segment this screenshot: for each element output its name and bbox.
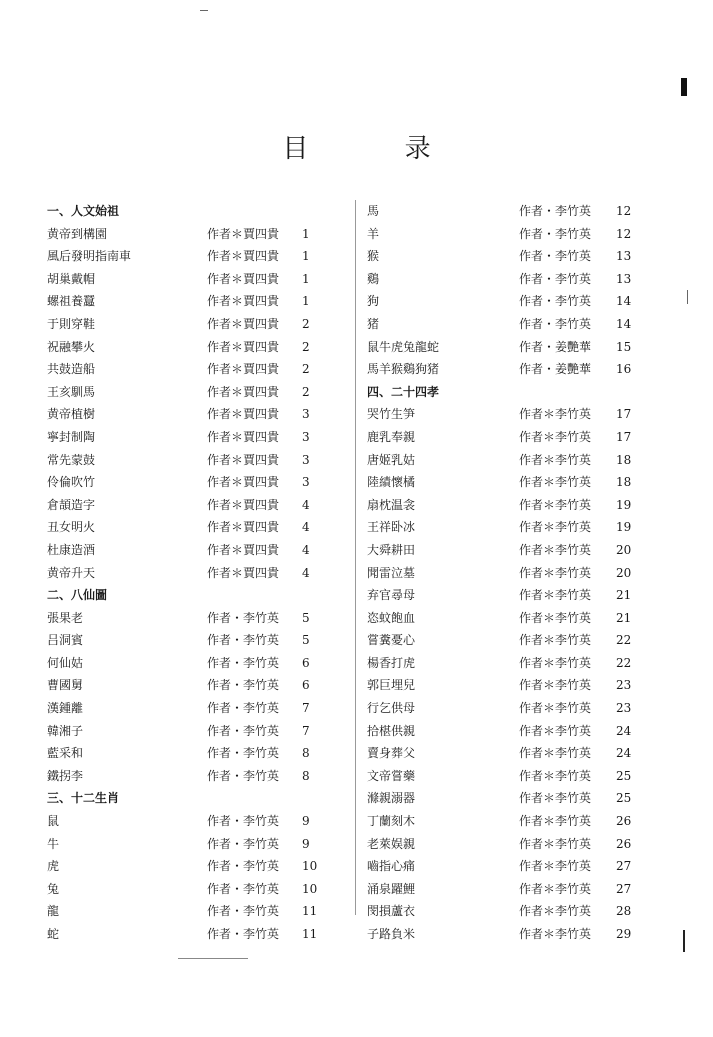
entry-title: 王亥馴馬 [47,384,96,399]
toc-entry [367,449,637,472]
entry-page-number: 5 [302,633,310,648]
entry-page-number: 23 [616,678,632,693]
toc-entry [367,358,637,381]
entry-page-number: 21 [616,610,632,625]
toc-entry [367,268,637,291]
toc-entry [47,471,322,494]
entry-author: 作者＊賈四貴 [207,565,280,580]
entry-author: 作者＊賈四貴 [207,249,280,264]
scan-binding-mark [683,930,685,952]
entry-page-number: 18 [616,475,632,490]
entry-page-number: 8 [302,768,310,783]
entry-title: 倉頡造字 [47,497,96,512]
entry-author: 作者＊李竹英 [519,610,592,625]
entry-author: 作者＊李竹英 [519,407,592,422]
entry-author: 作者＊李竹英 [519,497,592,512]
entry-page-number: 4 [302,565,310,580]
toc-entry [47,381,322,404]
entry-page-number: 10 [302,881,318,896]
entry-page-number: 3 [302,452,310,467]
toc-entry [367,855,637,878]
entry-author: 作者＊李竹英 [519,565,592,580]
entry-page-number: 4 [302,497,310,512]
entry-title: 羊 [367,226,380,241]
toc-right-column [367,200,637,946]
entry-author: 作者＊李竹英 [519,429,592,444]
entry-title: 馬羊猴鷄狗猪 [367,362,440,377]
entry-author: 作者＊賈四貴 [207,362,280,377]
entry-page-number: 2 [302,316,310,331]
entry-title: 馬 [367,204,380,218]
entry-title: 猴 [367,249,380,264]
entry-page-number: 3 [302,429,310,444]
entry-author: 作者＊李竹英 [519,791,592,806]
entry-title: 于則穿鞋 [47,316,96,331]
entry-page-number: 19 [616,520,632,535]
entry-page-number: 28 [616,904,632,919]
entry-title: 鷄 [367,271,380,286]
toc-entry [47,268,322,291]
toc-entry [47,629,322,652]
toc-entry [367,742,637,765]
toc-entry [367,697,637,720]
entry-page-number: 2 [302,384,310,399]
toc-entry [47,720,322,743]
entry-author: 作者＊李竹英 [519,520,592,535]
entry-title: 祝融攀火 [47,339,96,354]
entry-author: 作者・李竹英 [207,927,280,941]
entry-author: 作者＊賈四貴 [207,542,280,557]
entry-title: 蛇 [47,927,60,941]
entry-author: 作者・姜艷華 [519,339,592,354]
entry-page-number: 27 [616,881,632,896]
toc-entry [47,855,322,878]
entry-title: 韓湘子 [47,723,84,738]
entry-title: 螺祖養蠶 [47,294,96,309]
entry-page-number: 29 [616,927,632,941]
entry-author: 作者＊賈四貴 [207,226,280,241]
entry-title: 滌親溺器 [367,791,416,806]
toc-entry [47,878,322,901]
toc-entry [47,923,322,946]
entry-author: 作者＊賈四貴 [207,497,280,512]
entry-title: 常先蒙鼓 [47,452,96,467]
toc-entry [367,787,637,810]
entry-author: 作者・李竹英 [207,723,280,738]
entry-page-number: 14 [616,294,632,309]
entry-author: 作者・李竹英 [207,904,280,919]
entry-page-number: 7 [302,701,310,716]
entry-title: 鼠 [47,814,60,829]
toc-entry [367,629,637,652]
section-title: 四、二十四孝 [367,384,440,399]
entry-page-number: 2 [302,362,310,377]
page-title: 目 录 [282,134,475,164]
entry-page-number: 6 [302,678,310,693]
toc-entry [47,290,322,313]
toc-entry [367,223,637,246]
entry-title: 何仙姑 [47,655,84,670]
toc-entry [367,336,637,359]
entry-page-number: 13 [616,271,632,286]
entry-title: 扇枕温衾 [367,497,416,512]
entry-title: 老萊娱親 [367,836,416,851]
entry-title: 龍 [47,904,60,919]
toc-left-column [47,200,322,946]
entry-title: 唐姬乳姑 [367,452,416,467]
entry-page-number: 9 [302,814,310,829]
entry-page-number: 17 [616,407,632,422]
entry-page-number: 1 [302,294,310,309]
entry-author: 作者・李竹英 [207,836,280,851]
entry-title: 虎 [47,859,60,874]
entry-title: 聞雷泣墓 [367,565,416,580]
toc-section-heading [47,200,322,223]
toc-entry [367,313,637,336]
entry-author: 作者＊賈四貴 [207,407,280,422]
entry-page-number: 6 [302,655,310,670]
entry-page-number: 21 [616,588,632,603]
scan-speck [687,290,688,304]
toc-entry [367,562,637,585]
toc-entry [47,765,322,788]
toc-entry [367,403,637,426]
entry-author: 作者＊賈四貴 [207,316,280,331]
section-title: 一、人文始祖 [47,204,120,218]
entry-page-number: 23 [616,701,632,716]
entry-author: 作者＊李竹英 [519,746,592,761]
entry-page-number: 27 [616,859,632,874]
toc-entry [367,290,637,313]
toc-entry [47,336,322,359]
toc-entry [47,562,322,585]
entry-title: 狗 [367,294,380,309]
entry-title: 兔 [47,881,60,896]
toc-entry [367,720,637,743]
entry-author: 作者＊賈四貴 [207,452,280,467]
entry-author: 作者・李竹英 [207,746,280,761]
entry-author: 作者＊李竹英 [519,836,592,851]
toc-entry [47,313,322,336]
entry-title: 涌泉躍鯉 [367,881,416,896]
entry-title: 恣蚊飽血 [367,610,416,625]
entry-author: 作者＊李竹英 [519,723,592,738]
entry-author: 作者・李竹英 [207,655,280,670]
entry-title: 吕洞賓 [47,633,84,648]
entry-page-number: 17 [616,429,632,444]
entry-title: 楊香打虎 [367,655,416,670]
entry-page-number: 7 [302,723,310,738]
entry-title: 黄帝到構園 [47,226,108,241]
entry-author: 作者＊李竹英 [519,633,592,648]
toc-entry [47,833,322,856]
toc-entry [367,539,637,562]
toc-entry [367,516,637,539]
entry-page-number: 1 [302,271,310,286]
entry-page-number: 24 [616,746,632,761]
entry-author: 作者＊李竹英 [519,542,592,557]
entry-page-number: 12 [616,226,632,241]
toc-entry [47,494,322,517]
entry-page-number: 3 [302,475,310,490]
entry-author: 作者＊李竹英 [519,678,592,693]
entry-page-number: 15 [616,339,632,354]
entry-page-number: 22 [616,655,632,670]
toc-entry [367,765,637,788]
entry-author: 作者＊賈四貴 [207,429,280,444]
entry-page-number: 20 [616,542,632,557]
entry-author: 作者＊李竹英 [519,904,592,919]
entry-title: 鐵拐李 [47,768,84,783]
toc-entry [47,810,322,833]
entry-author: 作者＊賈四貴 [207,520,280,535]
toc-entry [47,516,322,539]
entry-page-number: 1 [302,226,310,241]
entry-title: 閔損蘆衣 [367,904,416,919]
toc-entry [47,539,322,562]
entry-page-number: 4 [302,542,310,557]
entry-page-number: 20 [616,565,632,580]
entry-page-number: 9 [302,836,310,851]
entry-author: 作者＊李竹英 [519,859,592,874]
entry-title: 嚙指心痛 [367,859,416,874]
toc-entry [367,878,637,901]
entry-title: 張果老 [47,610,84,625]
entry-page-number: 11 [302,904,318,919]
toc-entry [47,607,322,630]
entry-title: 嘗糞憂心 [367,633,416,648]
entry-title: 丁蘭刻木 [367,814,416,829]
entry-page-number: 4 [302,520,310,535]
entry-title: 陸績懷橘 [367,475,416,490]
toc-entry [367,810,637,833]
entry-author: 作者＊李竹英 [519,927,592,941]
toc-entry [47,449,322,472]
entry-page-number: 26 [616,836,632,851]
entry-title: 哭竹生笋 [367,407,416,422]
scan-binding-mark [681,78,687,96]
entry-title: 風后發明指南車 [47,249,132,264]
entry-title: 弃官尋母 [367,588,416,603]
entry-page-number: 25 [616,791,632,806]
entry-author: 作者・李竹英 [207,610,280,625]
entry-author: 作者＊賈四貴 [207,475,280,490]
entry-page-number: 3 [302,407,310,422]
entry-page-number: 5 [302,610,310,625]
entry-title: 鹿乳奉親 [367,429,416,444]
toc-section-heading [47,787,322,810]
entry-page-number: 26 [616,814,632,829]
toc-section-heading [367,381,637,404]
entry-title: 伶倫吹竹 [47,475,96,490]
toc-entry [47,674,322,697]
entry-author: 作者・李竹英 [519,271,592,286]
section-title: 三、十二生肖 [47,791,120,806]
entry-author: 作者＊賈四貴 [207,294,280,309]
entry-title: 文帝嘗藥 [367,768,416,783]
entry-title: 拾椹供親 [367,723,416,738]
entry-page-number: 8 [302,746,310,761]
toc-section-heading [47,584,322,607]
entry-page-number: 10 [302,859,318,874]
entry-title: 黄帝升天 [47,565,96,580]
toc-entry [47,652,322,675]
toc-entry [47,403,322,426]
toc-entry [367,494,637,517]
toc-entry [367,833,637,856]
toc-entry [367,584,637,607]
entry-author: 作者・李竹英 [207,814,280,829]
entry-title: 共鼓造船 [47,362,96,377]
toc-entry [367,471,637,494]
entry-author: 作者・李竹英 [207,881,280,896]
entry-author: 作者＊李竹英 [519,881,592,896]
column-divider [355,200,356,915]
toc-entry [47,900,322,923]
entry-title: 胡巢戴帽 [47,271,96,286]
entry-title: 丑女明火 [47,520,96,535]
section-title: 二、八仙圖 [47,588,108,603]
toc-entry [47,426,322,449]
entry-title: 行乞供母 [367,701,416,716]
entry-author: 作者＊李竹英 [519,701,592,716]
toc-entry [367,607,637,630]
toc-entry [367,923,637,946]
entry-page-number: 22 [616,633,632,648]
entry-page-number: 19 [616,497,632,512]
scan-speck [200,10,208,11]
entry-author: 作者・李竹英 [519,249,592,264]
entry-title: 郭巨埋兒 [367,678,416,693]
entry-page-number: 11 [302,927,318,941]
entry-author: 作者・李竹英 [519,226,592,241]
entry-title: 賣身葬父 [367,746,416,761]
entry-page-number: 1 [302,249,310,264]
entry-author: 作者＊賈四貴 [207,384,280,399]
toc-entry [47,245,322,268]
entry-title: 大舜耕田 [367,542,416,557]
entry-title: 杜康造酒 [47,542,96,557]
entry-page-number: 18 [616,452,632,467]
entry-author: 作者＊賈四貴 [207,339,280,354]
toc-entry [47,742,322,765]
toc-entry [47,358,322,381]
entry-author: 作者・李竹英 [519,316,592,331]
toc-entry [47,223,322,246]
entry-author: 作者＊李竹英 [519,768,592,783]
entry-author: 作者・姜艷華 [519,362,592,377]
entry-title: 子路負米 [367,927,416,941]
entry-page-number: 16 [616,362,632,377]
toc-entry [367,426,637,449]
entry-title: 牛 [47,836,60,851]
scan-line [178,958,248,959]
entry-author: 作者・李竹英 [207,678,280,693]
entry-author: 作者・李竹英 [519,204,592,218]
entry-title: 寧封制陶 [47,429,96,444]
entry-title: 黄帝植樹 [47,407,96,422]
entry-page-number: 14 [616,316,632,331]
entry-author: 作者＊李竹英 [519,814,592,829]
toc-entry [47,697,322,720]
entry-author: 作者＊李竹英 [519,452,592,467]
entry-page-number: 25 [616,768,632,783]
entry-author: 作者・李竹英 [207,633,280,648]
entry-page-number: 13 [616,249,632,264]
toc-entry [367,900,637,923]
entry-author: 作者・李竹英 [207,701,280,716]
toc-entry [367,674,637,697]
entry-author: 作者＊李竹英 [519,655,592,670]
entry-page-number: 12 [616,204,632,218]
entry-title: 漢鍾離 [47,701,84,716]
entry-page-number: 2 [302,339,310,354]
entry-title: 鼠牛虎兔龍蛇 [367,339,440,354]
entry-title: 王祥卧冰 [367,520,416,535]
toc-entry [367,200,637,223]
toc-entry [367,245,637,268]
entry-title: 猪 [367,316,380,331]
entry-author: 作者＊李竹英 [519,588,592,603]
entry-author: 作者・李竹英 [207,859,280,874]
entry-author: 作者＊賈四貴 [207,271,280,286]
entry-author: 作者・李竹英 [519,294,592,309]
toc-entry [367,652,637,675]
entry-title: 曹國舅 [47,678,84,693]
entry-page-number: 24 [616,723,632,738]
entry-author: 作者＊李竹英 [519,475,592,490]
entry-author: 作者・李竹英 [207,768,280,783]
entry-title: 藍采和 [47,746,84,761]
